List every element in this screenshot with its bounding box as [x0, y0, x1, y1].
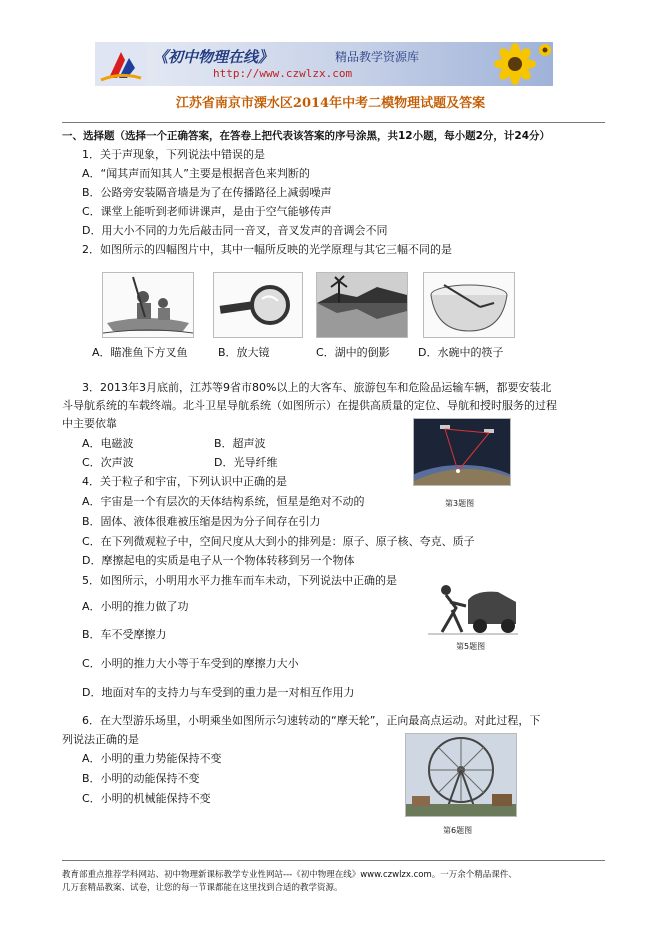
- question-1-option-a: A．“闻其声而知其人”主要是根据音色来判断的: [82, 167, 310, 180]
- figure-3-caption: 第3题图: [445, 499, 475, 508]
- question-3-stem-line-2: 斗导航系统的车载终端。北斗卫星导航系统（如图所示）在提供高质量的定位、导航和授时服务的过程: [62, 399, 557, 412]
- figure-5-caption: 第5题图: [456, 642, 486, 651]
- question-3-option-a: A．电磁波: [82, 437, 134, 450]
- question-4-option-b: B．固体、液体很难被压缩是因为分子间存在引力: [82, 515, 321, 528]
- question-3-option-d: D．光导纤维: [214, 456, 278, 469]
- section-heading: 一、选择题（选择一个正确答案，在答卷上把代表该答案的序号涂黑，共12小题，每小题2分，计24分）: [62, 130, 551, 142]
- magnifier-image: [213, 272, 303, 338]
- banner-url: http://www.czwlzx.com: [213, 67, 353, 80]
- question-1-option-b: B．公路旁安装隔音墙是为了在传播路径上减弱噪声: [82, 186, 332, 199]
- figure-6-caption: 第6题图: [443, 826, 473, 835]
- question-5-option-b: B．车不受摩擦力: [82, 628, 167, 641]
- lake-reflection-image: [316, 272, 408, 338]
- question-3-stem-line-3: 中主要依靠: [62, 417, 117, 430]
- figure-a-caption: A．瞄准鱼下方叉鱼: [92, 346, 188, 359]
- footer-line-2: 几万套精品教案、试卷，让您的每一节课都能在这里找到合适的教学资源。: [62, 883, 343, 893]
- question-4-option-d: D．摩擦起电的实质是电子从一个物体转移到另一个物体: [82, 554, 355, 567]
- banner-tagline: 精品教学资源库: [335, 50, 420, 64]
- question-3-option-c: C．次声波: [82, 456, 134, 469]
- magnifier-icon: [214, 273, 302, 337]
- document-title: 江苏省南京市溧水区2014年中考二模物理试题及答案: [175, 96, 486, 111]
- satellite-icon: [414, 419, 510, 485]
- figure-b-caption: B．放大镜: [218, 346, 270, 359]
- question-1-option-c: C．课堂上能听到老师讲课声，是由于空气能够传声: [82, 205, 332, 218]
- question-4-stem: 4．关于粒子和宇宙，下列认识中正确的是: [82, 475, 287, 488]
- question-6-option-a: A．小明的重力势能保持不变: [82, 752, 222, 765]
- pushing-car-icon: [428, 580, 518, 636]
- ferris-wheel-image: [405, 733, 517, 817]
- figure-d-caption: D．水碗中的筷子: [418, 346, 504, 359]
- question-3-option-b: B．超声波: [214, 437, 266, 450]
- question-5-option-d: D．地面对车的支持力与车受到的重力是一对相互作用力: [82, 686, 355, 699]
- figure-c-caption: C．湖中的倒影: [316, 346, 390, 359]
- banner-title: 《初中物理在线》: [153, 48, 274, 66]
- header-divider: [62, 122, 605, 123]
- question-2-stem: 2．如图所示的四幅图片中，其中一幅所反映的光学原理与其它三幅不同的是: [82, 243, 452, 256]
- chopsticks-bowl-image: [423, 272, 515, 338]
- question-4-option-a: A．宇宙是一个有层次的天体结构系统，恒星是绝对不动的: [82, 495, 365, 508]
- spear-fishing-image: [102, 272, 194, 338]
- question-1-stem: 1．关于声现象，下列说法中错误的是: [82, 148, 265, 161]
- sunflower-icon: [487, 42, 553, 86]
- question-4-option-c: C．在下列微观粒子中，空间尺度从大到小的排列是：原子、原子核、夸克、质子: [82, 535, 475, 548]
- footer-line-1: 教育部重点推荐学科网站、初中物理新课标教学专业性网站---《初中物理在线》www.czwlzx.com。一万余个精品课件、: [62, 870, 517, 880]
- chopsticks-bowl-icon: [424, 273, 514, 337]
- pushing-car-image: [428, 580, 518, 636]
- spear-fishing-icon: [103, 273, 193, 337]
- question-1-option-d: D．用大小不同的力先后敲击同一音叉，音叉发声的音调会不同: [82, 224, 388, 237]
- beidou-satellite-image: [413, 418, 511, 486]
- question-5-option-a: A．小明的推力做了功: [82, 600, 189, 613]
- question-6-option-c: C．小明的机械能保持不变: [82, 792, 211, 805]
- footer-divider: [62, 860, 605, 861]
- site-banner: [95, 42, 553, 86]
- question-6-stem-line-1: 6．在大型游乐场里，小明乘坐如图所示匀速转动的“摩天轮”，正向最高点运动。对此过程，下: [82, 714, 541, 727]
- question-3-stem-line-1: 3．2013年3月底前，江苏等9省市80%以上的大客车、旅游包车和危险品运输车辆，都要安装北: [82, 381, 552, 394]
- question-6-stem-line-2: 列说法正确的是: [62, 733, 139, 746]
- question-6-option-b: B．小明的动能保持不变: [82, 772, 200, 785]
- ferris-wheel-icon: [406, 734, 516, 816]
- question-5-stem: 5．如图所示，小明用水平力推车而车未动，下列说法中正确的是: [82, 574, 397, 587]
- question-5-option-c: C．小明的推力大小等于车受到的摩擦力大小: [82, 657, 299, 670]
- lake-reflection-icon: [317, 273, 407, 337]
